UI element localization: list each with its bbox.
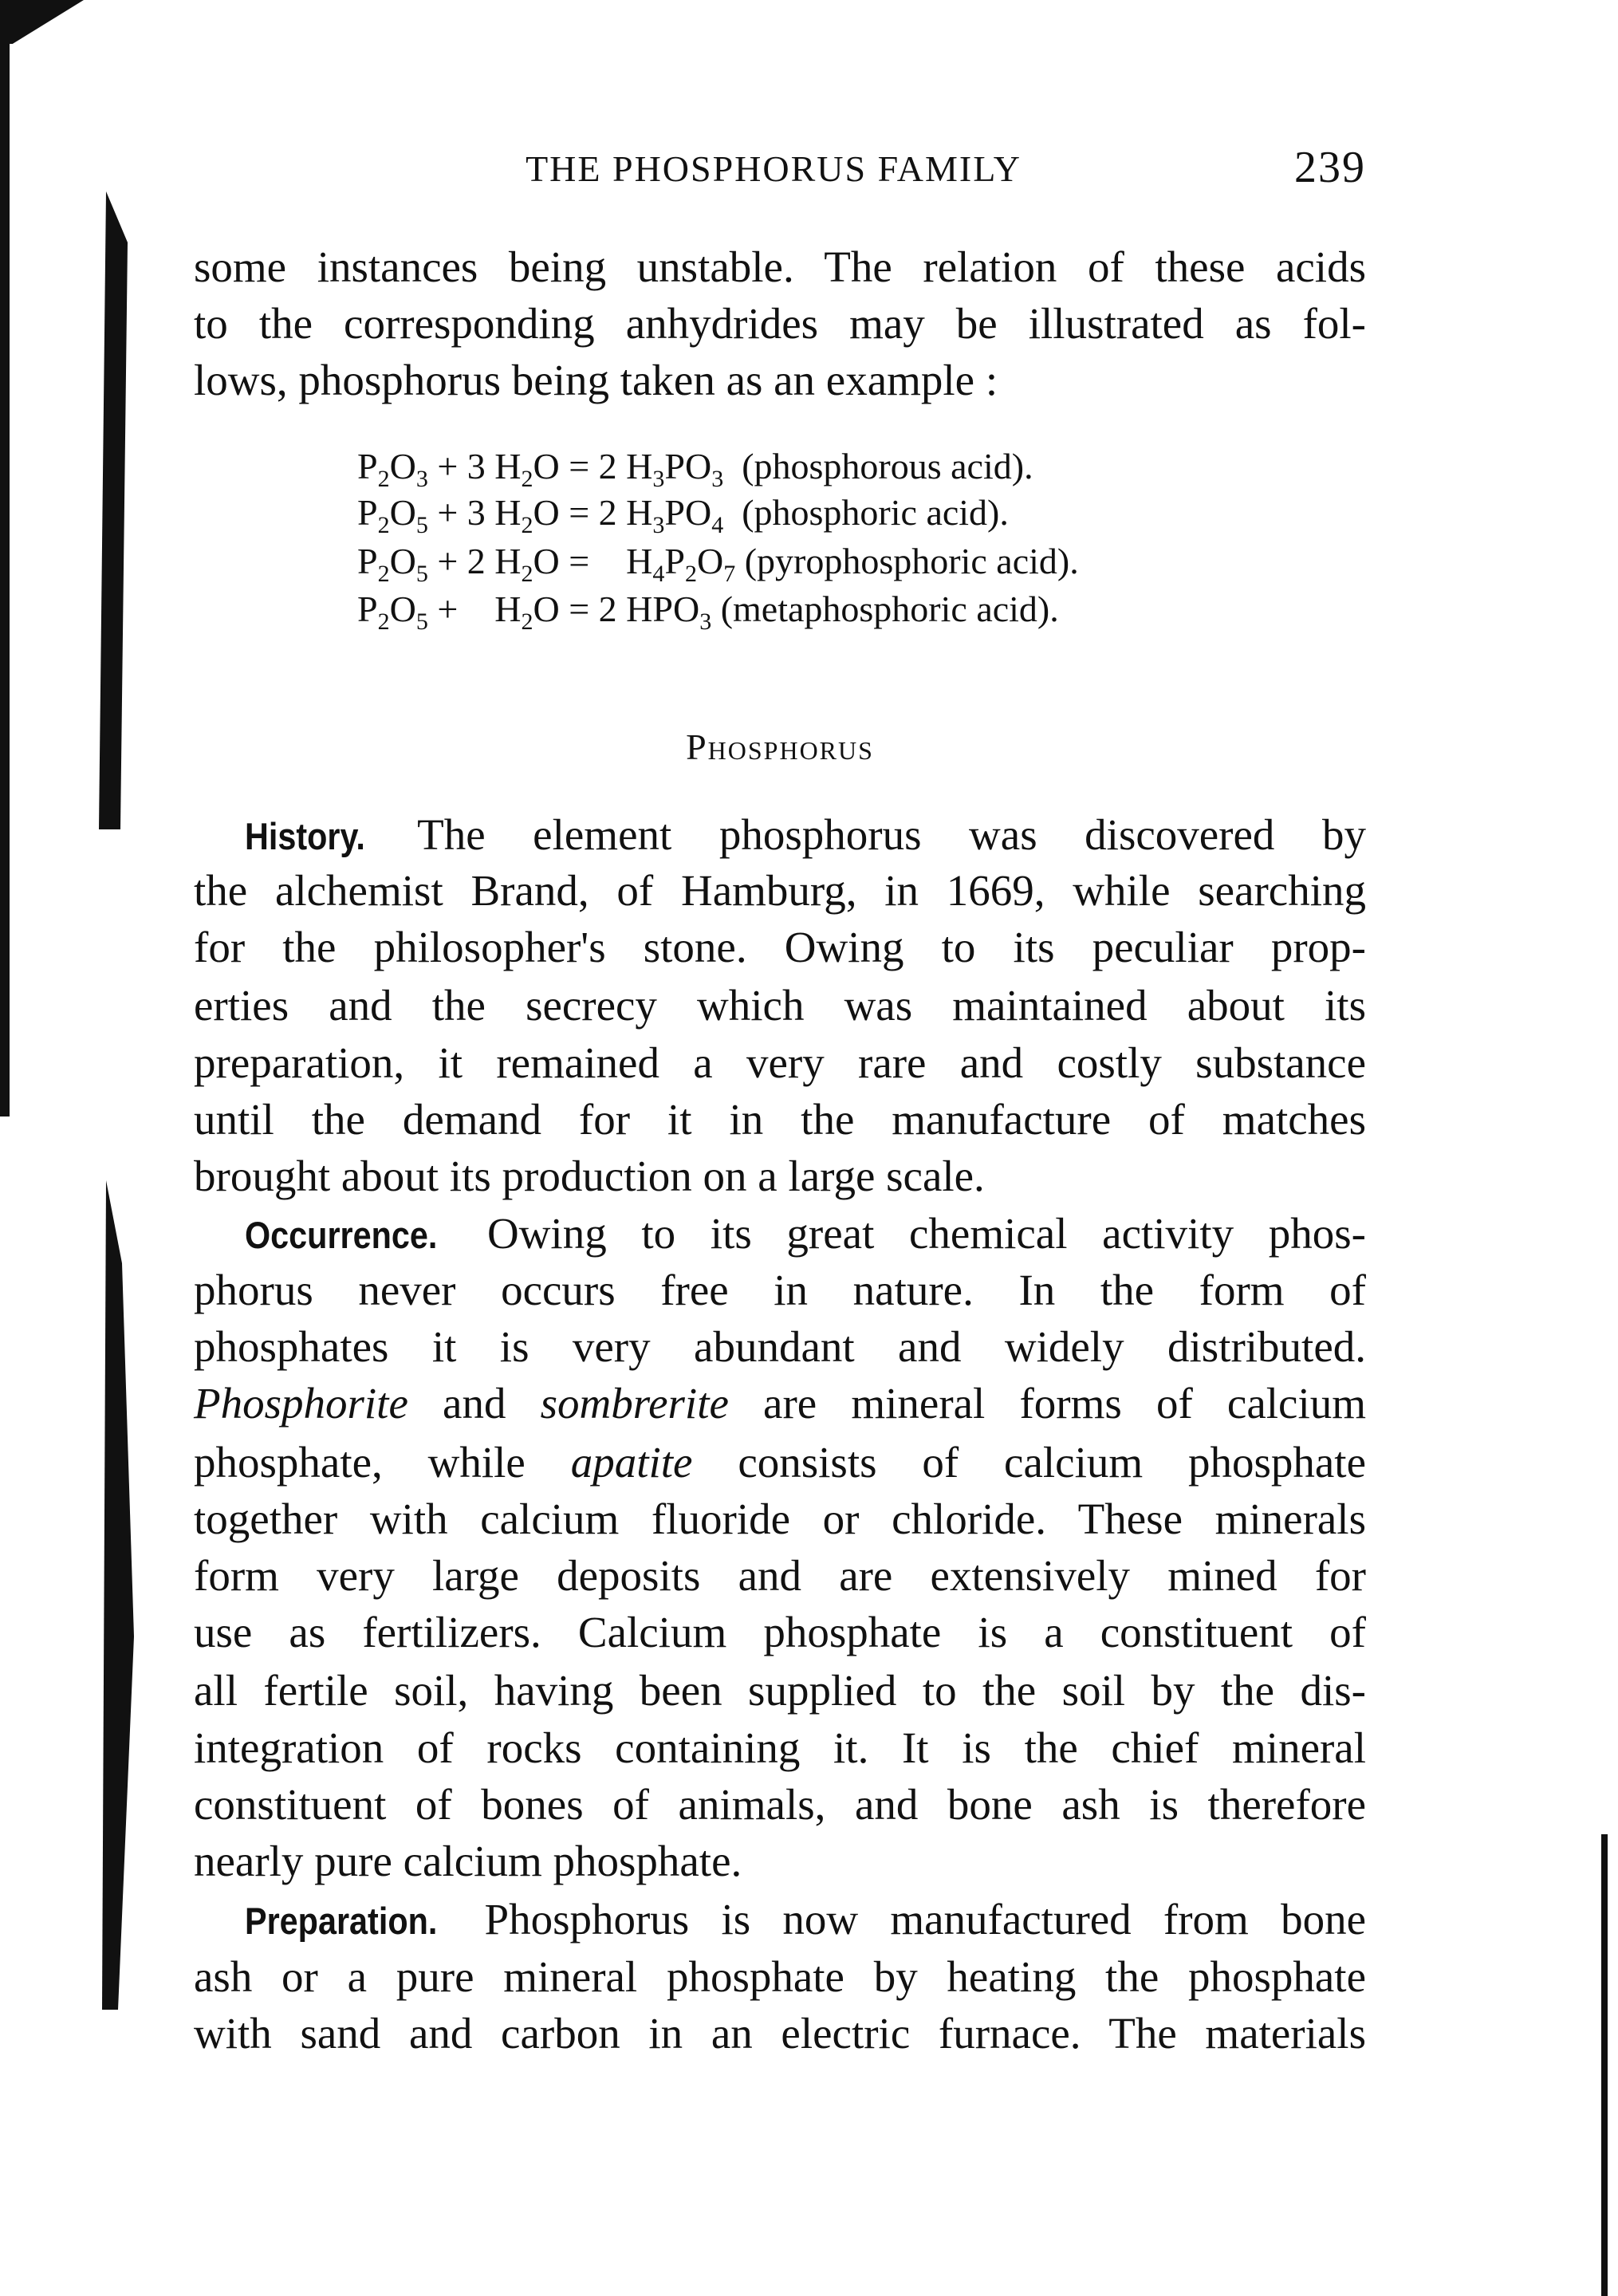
- text-run: PO: [664, 446, 712, 486]
- text-run: (phosphorous acid).: [723, 446, 1033, 486]
- subscript: 2: [521, 512, 533, 538]
- text-run: + H: [427, 589, 522, 629]
- binding-shadow: [0, 0, 84, 44]
- equation: [357, 585, 1059, 633]
- text-line: [194, 1318, 1366, 1376]
- text-run: integration of rocks containing it. It is the chief mineral: [194, 1723, 1366, 1772]
- text-run: are mineral forms of calcium: [728, 1379, 1367, 1428]
- text-run: use as fertilizers. Calcium phosphate is a constituent of: [194, 1608, 1366, 1656]
- text-run: P: [357, 541, 378, 581]
- text-line: [194, 2005, 1366, 2062]
- italic-term: apatite: [570, 1438, 693, 1487]
- text-run: consists of calcium phosphate: [692, 1438, 1366, 1487]
- text-run: (phosphoric acid).: [723, 492, 1009, 533]
- text-run: form very large deposits and are extensively mined for: [194, 1551, 1366, 1600]
- subscript: 7: [723, 561, 736, 587]
- text-line: [194, 1262, 1366, 1319]
- text-run: O: [389, 492, 416, 533]
- text-run: P: [664, 541, 685, 581]
- text-run: PO: [664, 492, 712, 533]
- paragraph-lead-heading: Occurrence.: [245, 1214, 438, 1256]
- text-run: and: [407, 1379, 541, 1428]
- subscript: 2: [377, 561, 390, 587]
- text-run: P: [357, 492, 378, 533]
- text-run: P: [357, 589, 378, 629]
- italic-term: sombrerite: [540, 1379, 729, 1428]
- text-line: [194, 1604, 1366, 1661]
- text-line: [194, 1833, 1366, 1890]
- text-line: [194, 919, 1366, 976]
- subscript: 5: [415, 561, 428, 587]
- italic-term: Phosphorite: [194, 1379, 408, 1428]
- text-line: [194, 1491, 1366, 1548]
- text-run: + 2 H: [427, 541, 522, 581]
- text-line: [194, 806, 1366, 864]
- text-run: (metaphosphoric acid).: [711, 589, 1059, 629]
- text-line: [194, 862, 1366, 920]
- text-line: [194, 238, 1366, 296]
- subscript: 2: [377, 466, 390, 492]
- text-run: constituent of bones of animals, and bone ash is therefore: [194, 1780, 1366, 1829]
- text-run: + 3 H: [427, 446, 522, 486]
- binding-shadow: [94, 1180, 134, 2010]
- subscript: 2: [521, 561, 533, 587]
- subscript: 3: [711, 466, 724, 492]
- text-line: [194, 1547, 1366, 1605]
- subscript: 3: [652, 512, 665, 538]
- paragraph-lead-heading: Preparation.: [245, 1900, 438, 1942]
- subscript: 2: [684, 561, 697, 587]
- text-run: ash or a pure mineral phosphate by heating the phosphate: [194, 1952, 1366, 2001]
- subscript: 5: [415, 512, 428, 538]
- text-run: the alchemist Brand, of Hamburg, in 1669, while searching: [194, 866, 1366, 915]
- text-run: O = H: [533, 541, 653, 581]
- text-run: phosphate, while: [194, 1438, 571, 1487]
- subscript: 2: [521, 608, 533, 635]
- text-run: Phosphorus is now manufactured from bone: [452, 1895, 1366, 1944]
- binding-shadow: [0, 40, 10, 1116]
- text-run: lows, phosphorus being taken as an example :: [194, 356, 998, 404]
- text-line: [194, 352, 1366, 409]
- subscript: 2: [377, 512, 390, 538]
- equation: [357, 538, 1079, 585]
- text-line: [194, 1091, 1366, 1148]
- text-line: [194, 1776, 1366, 1833]
- text-run: together with calcium fluoride or chloride. These minerals: [194, 1495, 1366, 1543]
- subscript: 3: [699, 608, 712, 635]
- text-run: Owing to its great chemical activity phos-: [452, 1209, 1366, 1258]
- subscript: 2: [377, 608, 390, 635]
- text-line: [194, 1034, 1366, 1092]
- subscript: 4: [652, 561, 665, 587]
- section-heading: Phosphorus: [686, 727, 874, 767]
- text-line: [194, 1434, 1366, 1491]
- page-edge: [1601, 1834, 1608, 2296]
- text-run: P: [357, 446, 378, 486]
- text-run: with sand and carbon in an electric furnace. The materials: [194, 2009, 1366, 2058]
- subscript: 2: [521, 466, 533, 492]
- text-line: [194, 1891, 1366, 1948]
- text-run: brought about its production on a large scale.: [194, 1152, 985, 1200]
- text-run: all fertile soil, having been supplied to the soil by the dis-: [194, 1666, 1366, 1715]
- text-run: phorus never occurs free in nature. In the form of: [194, 1266, 1366, 1314]
- text-run: The element phosphorus was discovered by: [370, 810, 1366, 859]
- text-run: nearly pure calcium phosphate.: [194, 1837, 742, 1885]
- text-run: some instances being unstable. The relation of these acids: [194, 242, 1366, 291]
- subscript: 5: [415, 608, 428, 635]
- text-run: O = 2 HPO: [533, 589, 700, 629]
- equation: [357, 489, 1009, 537]
- text-run: O: [696, 541, 724, 581]
- text-line: [194, 1148, 1366, 1205]
- running-head: THE PHOSPHORUS FAMILY: [526, 148, 1022, 189]
- text-line: [194, 295, 1366, 352]
- text-run: O = 2 H: [533, 446, 653, 486]
- text-line: [194, 1205, 1366, 1262]
- text-line: [194, 1719, 1366, 1777]
- text-run: O: [389, 589, 416, 629]
- equation: [357, 443, 1033, 490]
- page-number: 239: [1294, 143, 1366, 192]
- text-line: [194, 977, 1366, 1034]
- subscript: 4: [711, 512, 724, 538]
- subscript: 3: [652, 466, 665, 492]
- text-run: + 3 H: [427, 492, 522, 533]
- text-run: preparation, it remained a very rare and costly substance: [194, 1038, 1366, 1087]
- text-run: O: [389, 541, 416, 581]
- text-run: erties and the secrecy which was maintained about its: [194, 981, 1366, 1030]
- subscript: 3: [415, 466, 428, 492]
- text-run: to the corresponding anhydrides may be illustrated as fol-: [194, 299, 1366, 348]
- text-run: (pyrophosphoric acid).: [735, 541, 1079, 581]
- text-run: for the philosopher's stone. Owing to its peculiar prop-: [194, 923, 1366, 971]
- text-line: [194, 1662, 1366, 1719]
- text-line: [194, 1375, 1366, 1432]
- text-run: until the demand for it in the manufacture of matches: [194, 1095, 1366, 1144]
- text-run: O = 2 H: [533, 492, 653, 533]
- text-line: [194, 1948, 1366, 2006]
- text-run: O: [389, 446, 416, 486]
- paragraph-lead-heading: History.: [245, 815, 365, 857]
- text-run: phosphates it is very abundant and widely distributed.: [194, 1322, 1366, 1371]
